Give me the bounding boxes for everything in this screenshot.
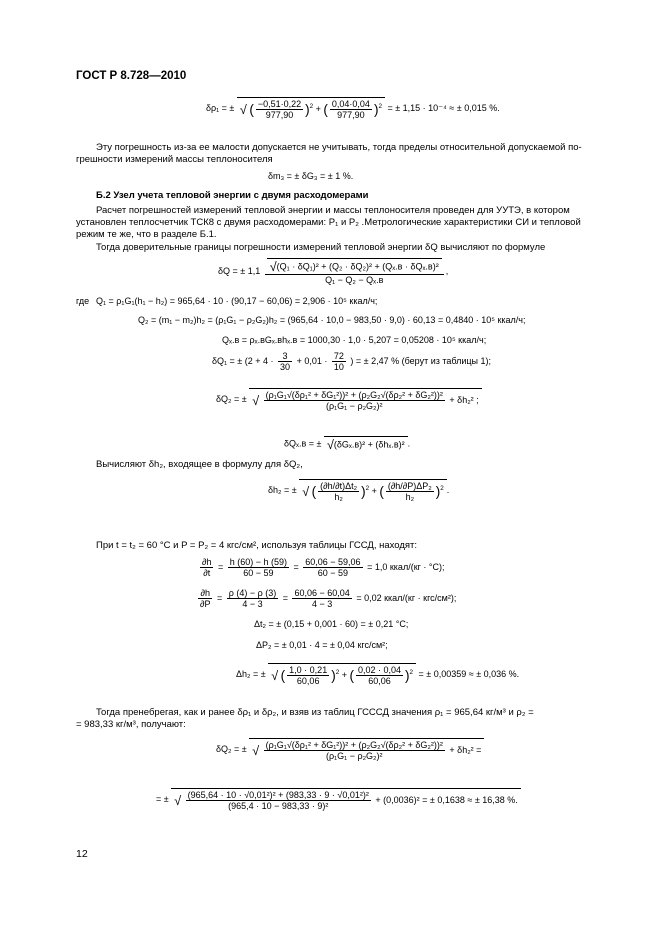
formula-delta-q1: δQ₁ = ± (2 + 4 · $\frac{3}{30}$ + 0,01 · $\frac{72}{10}$ ) = ± 2,47 % (берут из таблицы 1);: [212, 351, 492, 372]
paragraph-line: Расчет погрешностей измерений тепловой энергии и массы теплоносителя проведен для УУТЭ, в котором: [96, 205, 570, 216]
formula-delta-q2: δQ₂ = ± √ $\frac{\text{(ρ₁G₁√(δρ₁² + δG₁²))² + (ρ₂G₂√(δρ₂² + δG₂²))²}}{\text{(ρ₁G₁ − ρ₂G₂)²}}$ + δh₂² ;: [216, 388, 482, 411]
page-number: 12: [76, 848, 88, 860]
paragraph-line: режим те же, что в разделе Б.1.: [76, 229, 217, 240]
formula-delta-rho1: [206, 97, 500, 120]
formula-delta-h2-value: Δh₂ = ± √ ( $\frac{1,0 \cdot 0,21}{60,06}$ )$^2$ + ( $\frac{0,02 \cdot 0,04}{60,06}$ )$^2$ = ± 0,00359 ≈ ± 0,036 %.: [236, 663, 519, 686]
fraction-denominator: Q₁ − Q₂ − Qₓ.в: [325, 275, 384, 285]
paragraph-line: грешности измерений массы теплоносителя: [76, 154, 273, 165]
paragraph-line: Вычисляют δh₂, входящее в формулу для δQ₂,: [96, 459, 303, 470]
document-header: ГОСТ Р 8.728—2010: [76, 70, 187, 82]
section-heading: Б.2 Узел учета тепловой энергии с двумя расходомерами: [96, 190, 369, 201]
formula-delta-q2-result: = ± √ $\frac{\text{(965,64 · 10 · √0,01²)² + (983,33 · 9 · √0,01²)²}}{\text{(965,4 · 10 − 983,33 · 9)²}}$ + (0,0036)² = ± 0,1638 ≈ ± 16,38 %.: [156, 788, 521, 811]
fraction-denominator: 977,90: [265, 110, 294, 120]
formula-delta-t2: Δt₂ = ± (0,15 + 0,001 · 60) = ± 0,21 °С;: [254, 619, 409, 629]
where-label: где: [76, 296, 90, 306]
paragraph-line: При t = t₂ = 60 °С и P = P₂ = 4 кгс/см², используя таблицы ГССД, находят:: [96, 540, 418, 551]
paragraph-line: Тогда доверительные границы погрешности измерений тепловой энергии δQ вычисляют по формуле: [96, 242, 546, 253]
fraction-numerator: −0,51·0,22: [257, 99, 302, 109]
formula-lhs: δQ = ± 1,1: [218, 265, 261, 276]
paragraph-line: установлен теплосчетчик ТСК8 с двумя расходомерами: P₁ и P₂ .Метрологические характеристики СИ и тепловой: [76, 217, 581, 228]
paragraph-line: Эту погрешность из-за ее малости допускается не учитывать, тогда пределы относительной допускаемой по-: [96, 142, 582, 153]
fraction-numerator: √ (Q₁ · δQ₁)² + (Q₂ · δQ₂)² + (Qₓ.в · δQₓ.в)²: [265, 258, 444, 275]
formula-qxv: Qₓ.в = ρₓ.вGₓ.вhₓ.в = 1000,30 · 1,0 · 5,207 = 0,05208 · 10⁵ ккал/ч;: [222, 335, 487, 345]
formula-q2: Q₂ = (m₁ − m₂)h₂ = (ρ₁G₁ − ρ₂G₂)h₂ = (965,64 · 10,0 − 983,50 · 9,0) · 60,13 = 0,4840 · 10⁵ ккал/ч;: [138, 315, 526, 325]
paragraph-line: Тогда пренебрегая, как и ранее δρ₁ и δρ₂, и взяв из таблиц ГСССД значения ρ₁ = 965,64 кг/м³ и ρ₂ =: [96, 707, 534, 718]
formula-delta-q: δQ = ± 1,1 √ $\frac{\text{(Q₁ · δQ₁)² + (Q₂ · δQ₂)² + (Qₓ.в · δQₓ.в)²}}{\text{Q₁ − Q₂ − Qₓ.в}}$ ,: [218, 258, 448, 285]
formula-rhs: = ± 1,15 · 10⁻⁴ ≈ ± 0,015 %.: [387, 102, 500, 113]
fraction-numerator: 0,04·0,04: [331, 99, 370, 109]
formula-radical: √ ( $\frac{-0,51\cdot 0,22}{977,90}$ )$^2$ + ( $\frac{0,04\cdot 0,04}{977,90}$ )$^2$: [237, 97, 385, 120]
formula-delta-p2: ΔP₂ = ± 0,01 · 4 = ± 0,04 кгс/см²;: [256, 640, 388, 650]
formula-q1: Q₁ = ρ₁G₁(h₁ − h₂) = 965,64 · 10 · (90,17 − 60,06) = 2,906 · 10⁵ ккал/ч;: [96, 296, 378, 306]
formula-dh-dt: $\frac{\partial h}{\partial t}$ = $\frac{h (60) - h (59)}{60 - 59}$ = $\frac{60,06 - 59,06}{60 - 59}$ = 1,0 ккал/(кг · °С);: [202, 557, 445, 578]
fraction-denominator: 977,90: [337, 110, 365, 120]
formula-delta-qxv: δQₓ.в = ± √ (δGₓ.в)² + (δhₓ.в)² .: [284, 436, 410, 452]
formula-delta-h2: δh₂ = ± √ ( $\frac{\text{(∂h/∂t)Δt₂}}{\text{h₂}}$ )$^2$ + ( $\frac{\text{(∂h/∂P)ΔP₂}}{\text{h₂}}$ )$^2$ .: [268, 479, 449, 502]
formula-delta-m3: δm₃ = ± δG₃ = ± 1 %.: [268, 171, 354, 181]
formula-lhs: δρ₁ = ±: [206, 102, 235, 113]
paragraph-line: = 983,33 кг/м³, получают:: [76, 719, 186, 730]
formula-delta-q2-general: δQ₂ = ± √ $\frac{\text{(ρ₁G₁√(δρ₁² + δG₁²))² + (ρ₂G₂√(δρ₂² + δG₂²))²}}{\text{(ρ₁G₁ − ρ₂G₂)²}}$ + δh₂² =: [216, 738, 484, 761]
formula-dh-dp: $\frac{\partial h}{\partial P}$ = $\frac{\rho (4) - \rho (3)}{4 - 3}$ = $\frac{60,06 - 60,04}{4 - 3}$ = 0,02 ккал/(кг · кгс/см²);: [200, 588, 457, 609]
